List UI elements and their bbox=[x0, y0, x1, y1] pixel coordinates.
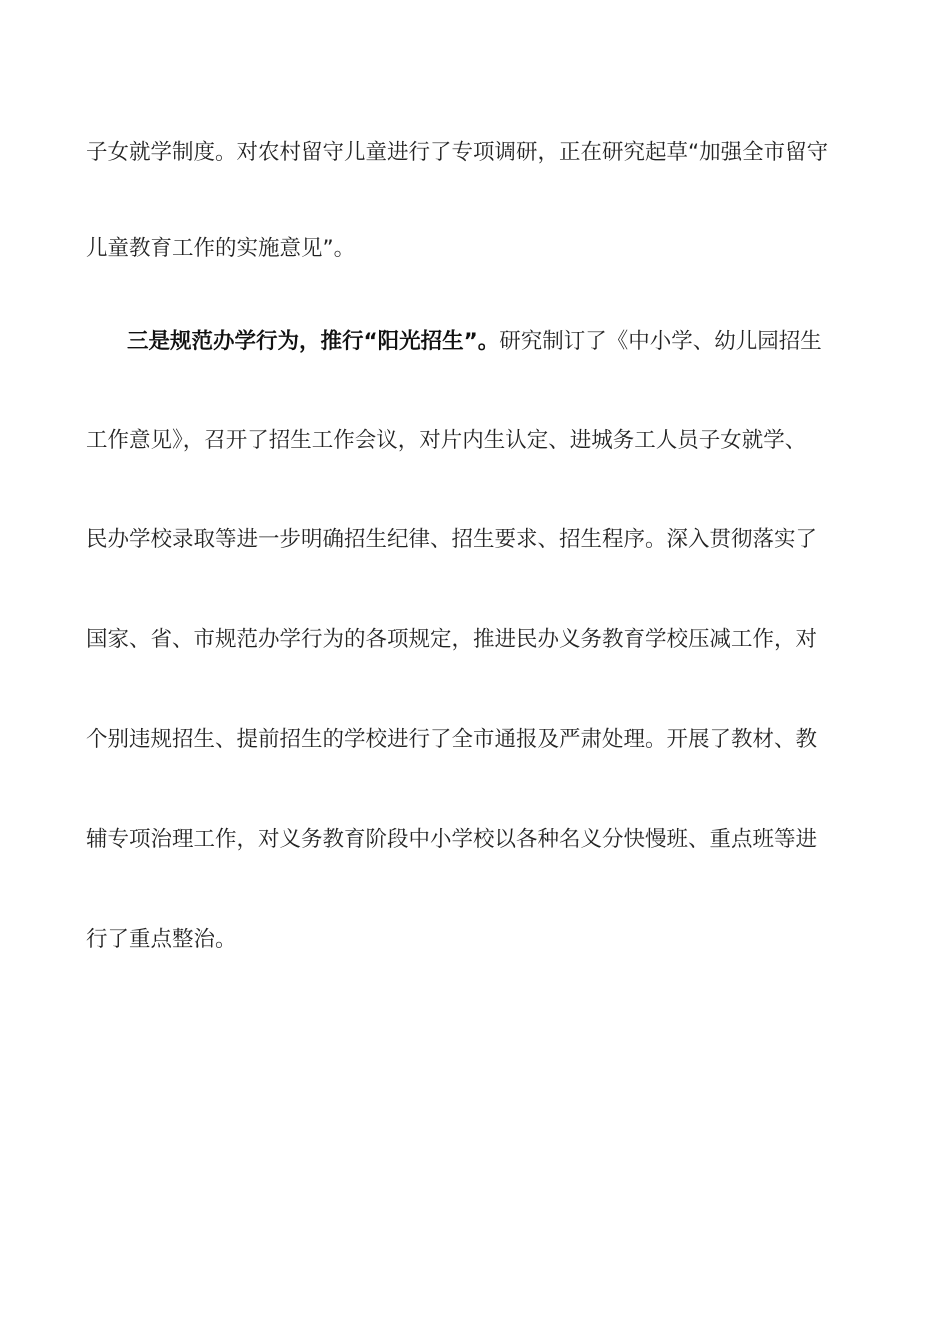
paragraph-line: 行了重点整治。 bbox=[86, 927, 237, 952]
paragraph-line: 辅专项治理工作，对义务教育阶段中小学校以各种名义分快慢班、重点班等进 bbox=[86, 827, 818, 852]
paragraph-text: 研究制订了《中小学、幼儿园招生 bbox=[499, 329, 822, 354]
paragraph-line: 工作意见》，召开了招生工作会议，对片内生认定、进城务工人员子女就学、 bbox=[86, 428, 807, 453]
paragraph-line: 子女就学制度。对农村留守儿童进行了专项调研，正在研究起草“加强全市留守 bbox=[86, 140, 829, 165]
paragraph-line: 国家、省、市规范办学行为的各项规定，推进民办义务教育学校压减工作，对 bbox=[86, 627, 818, 652]
paragraph-line: 儿童教育工作的实施意见”。 bbox=[86, 236, 356, 261]
section-heading: 三是规范办学行为，推行“阳光招生”。 bbox=[127, 329, 500, 354]
paragraph-first-line bbox=[127, 327, 876, 357]
paragraph-line: 个别违规招生、提前招生的学校进行了全市通报及严肃处理。开展了教材、教 bbox=[86, 727, 818, 752]
paragraph-line: 民办学校录取等进一步明确招生纪律、招生要求、招生程序。深入贯彻落实了 bbox=[86, 527, 818, 552]
